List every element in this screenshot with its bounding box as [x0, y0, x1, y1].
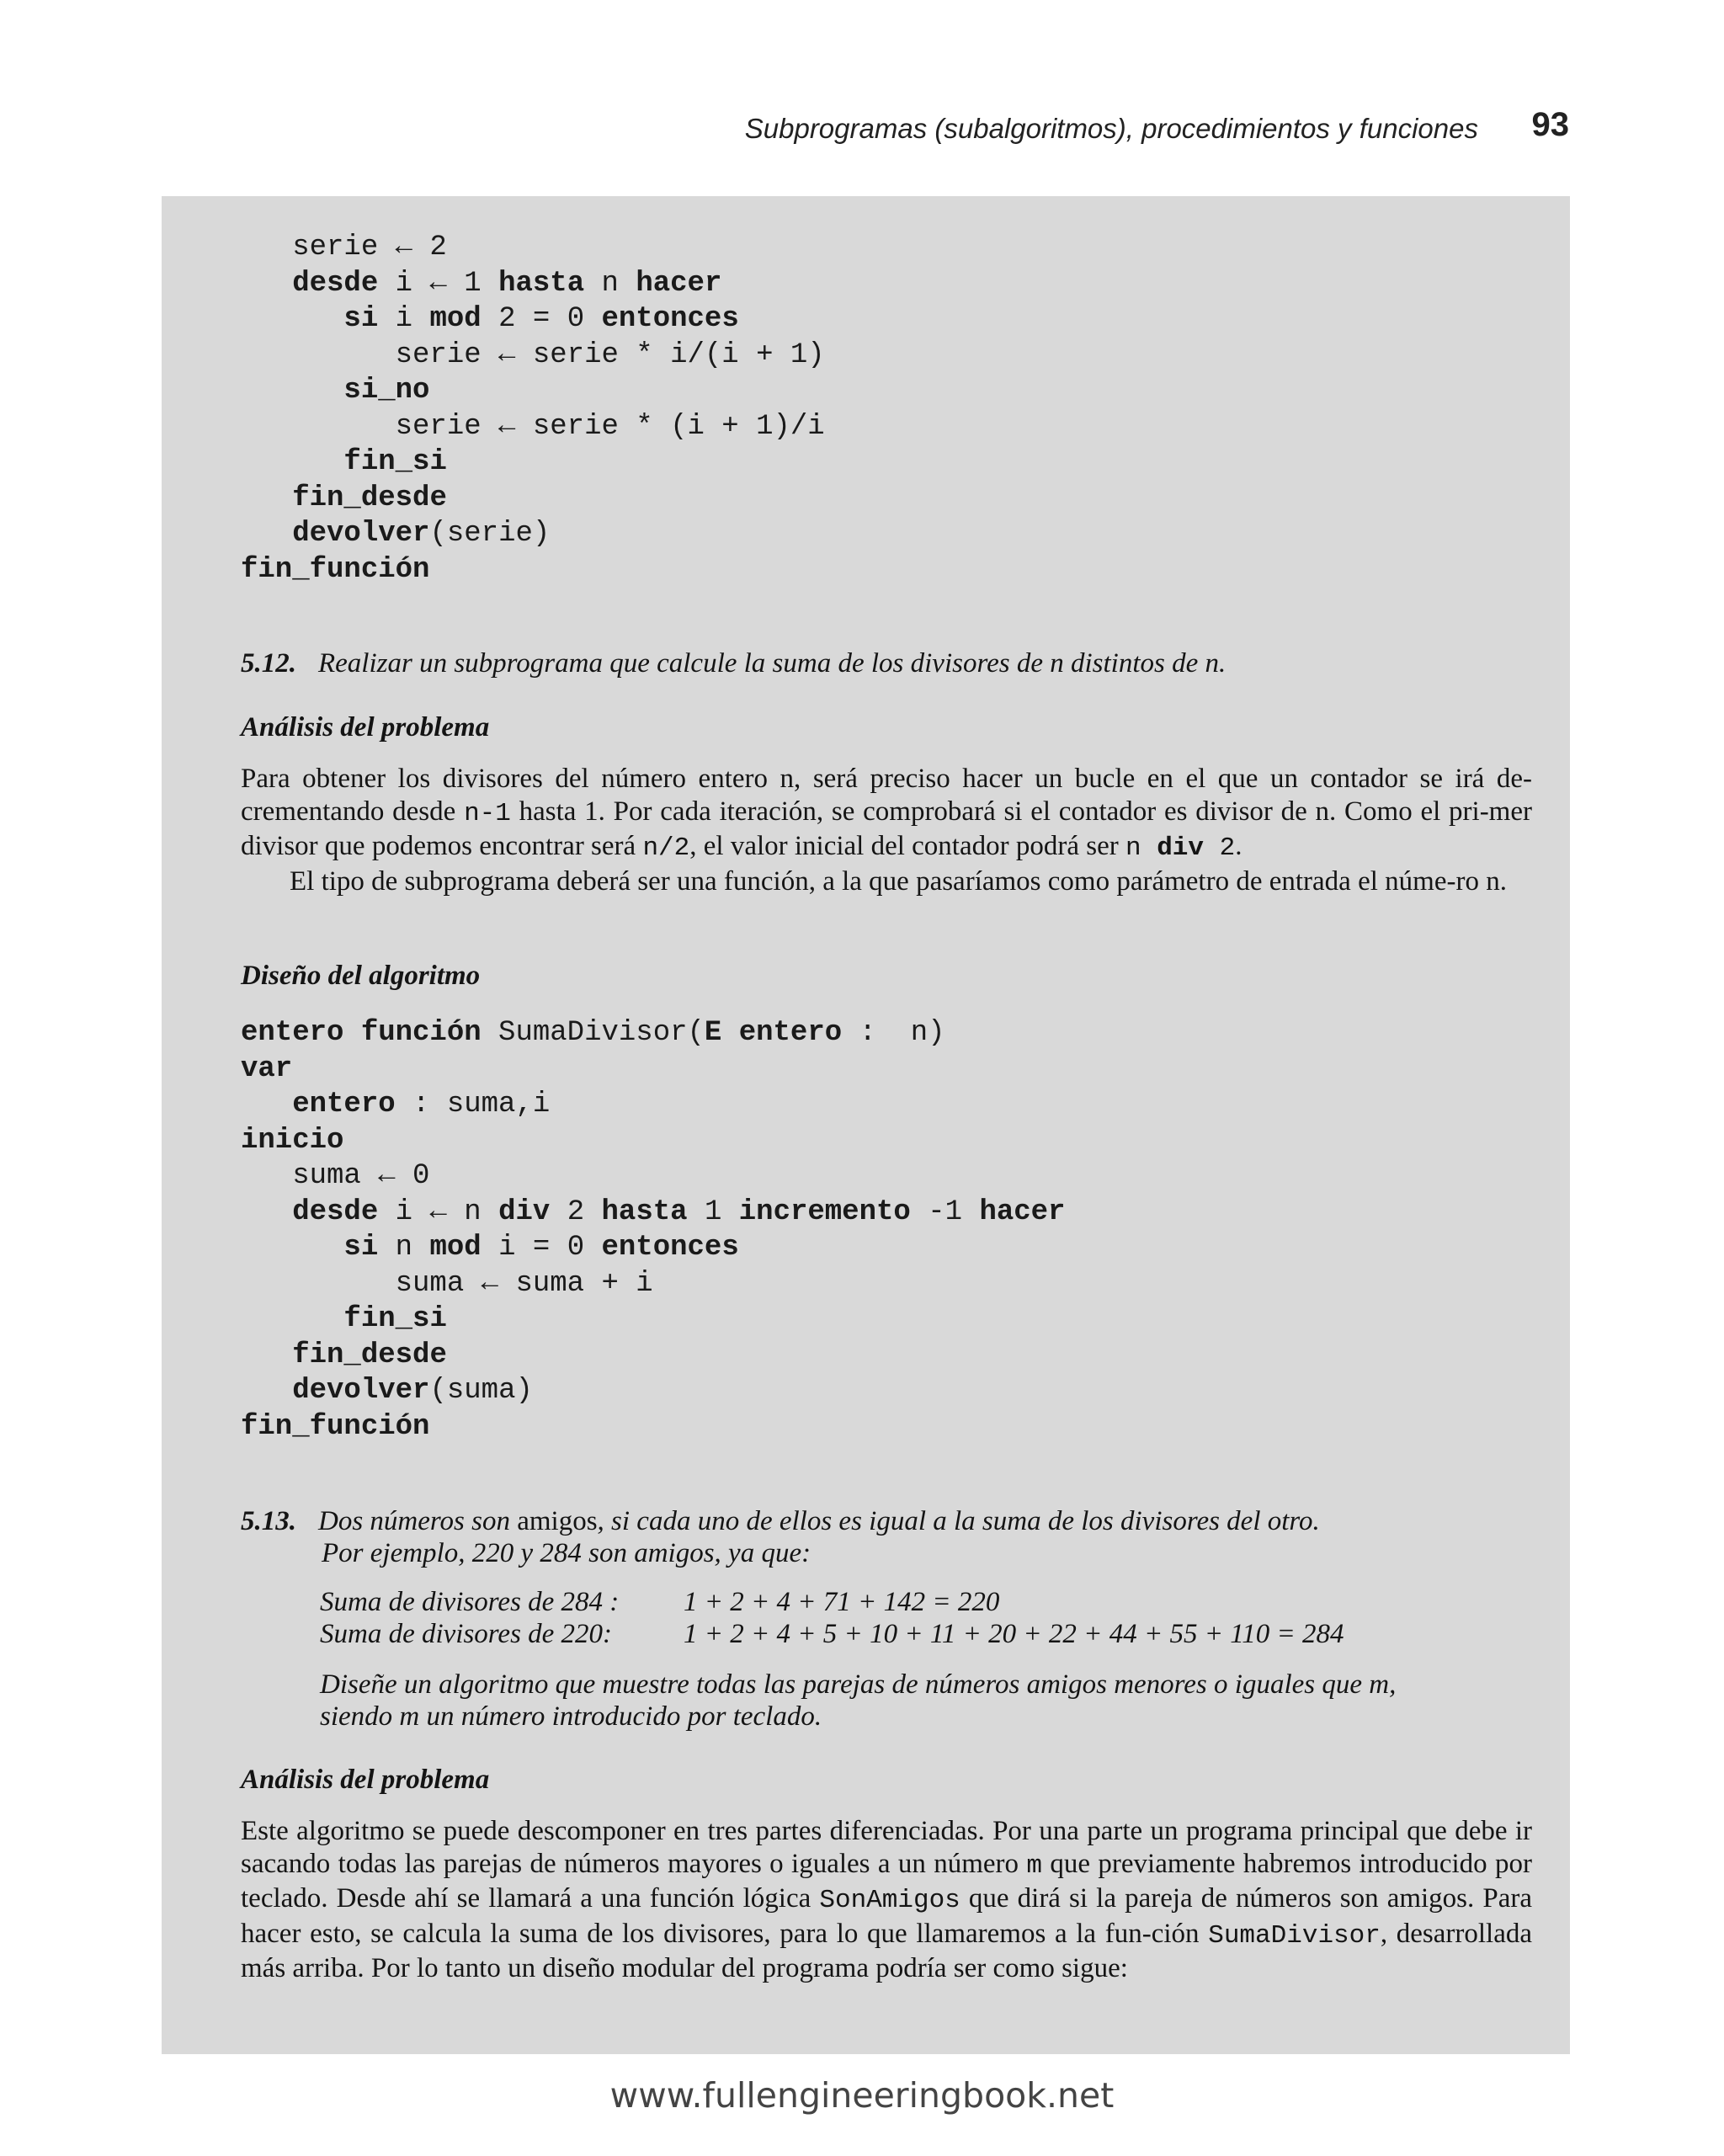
problem-5-12	[241, 647, 1226, 679]
section-heading-analysis: Análisis del problema	[241, 712, 490, 743]
code-line: fin_desde	[292, 1339, 447, 1371]
code-line: desde i ← n div 2 hasta 1 incremento -1 hacer	[292, 1195, 1066, 1228]
example-220: Suma de divisores de 220: 1 + 2 + 4 + 5 + 10 + 11 + 20 + 22 + 44 + 55 + 110 = 284	[320, 1619, 1344, 1649]
code-line: devolver(serie)	[292, 518, 551, 550]
code-line: serie ← serie * i/(i + 1)	[241, 338, 825, 371]
page-number: 93	[1531, 106, 1569, 143]
code-line: si n mod i = 0 entonces	[343, 1232, 739, 1264]
code-line: var	[241, 1052, 293, 1085]
problem-number: 5.13.	[241, 1506, 296, 1536]
term-amigos: amigos	[517, 1506, 598, 1536]
running-title: Subprogramas (subalgoritmos), procedimientos y funciones	[744, 113, 1478, 144]
code-line: suma ← suma + i	[241, 1267, 653, 1300]
problem-5-13-line2: Por ejemplo, 220 y 284 son amigos, ya que:	[322, 1538, 811, 1568]
section-heading-design: Diseño del algoritmo	[241, 961, 481, 991]
code-line: suma ← 0	[241, 1160, 430, 1192]
problem-statement: Realizar un subprograma que calcule la suma de los divisores de n distintos de n.	[318, 648, 1226, 679]
code-line: fin_desde	[292, 482, 447, 514]
paragraph-2: El tipo de subprograma deberá ser una función, a la que pasaríamos como parámetro de entrada el núme-ro n.	[290, 865, 1507, 897]
code-line: fin_función	[241, 1410, 430, 1443]
footer-url: www.fullengineeringbook.net	[609, 2075, 1115, 2116]
paragraph-1: Para obtener los divisores del número entero n, será preciso hacer un bucle en el que un contador se irá de-crementando desde n-1 hasta 1. Por cada iteración, se comprobará si el contador es divisor de n. Como el pri-mer divisor que podemos encontrar será n/2, el valor inicial del contador podrá ser n div 2.	[241, 764, 1532, 863]
problem-5-13: 5.13. Dos números son amigos, si cada uno de ellos es igual a la suma de los divisores del otro.	[241, 1506, 1320, 1536]
code-block-sumadivisor	[241, 1015, 1065, 1445]
analysis-paragraph-2: Este algoritmo se puede descomponer en tres partes diferenciadas. Por una parte un programa principal que debe ir sacando todas las parejas de números mayores o iguales a un número m que previamente habremos introducido por teclado. Desde ahí se llamará a una función lógica SonAmigos que dirá si la pareja de números son amigos. Para hacer esto, se calcula la suma de los divisores, para lo que llamaremos a la fun-ción SumaDivisor, desarrollada más arriba. Por lo tanto un diseño modular del programa podría ser como sigue:	[241, 1816, 1533, 1983]
task-line-2: siendo m un número introducido por teclado.	[320, 1701, 822, 1732]
code-line: si_no	[343, 375, 430, 407]
code-line: fin_si	[343, 1303, 447, 1335]
code-line: devolver(suma)	[292, 1375, 533, 1407]
code-line: fin_función	[241, 553, 430, 586]
code-line: desde i ← 1 hasta n hacer	[292, 267, 722, 300]
problem-number: 5.12.	[241, 648, 296, 679]
analysis-paragraph	[241, 763, 1532, 897]
page-header	[0, 106, 1724, 148]
code-line: entero función SumaDivisor(E entero : n)	[241, 1017, 945, 1049]
task-line-1: Diseñe un algoritmo que muestre todas las parejas de números amigos menores o iguales que m,	[320, 1669, 1397, 1700]
code-block-serie	[241, 230, 825, 588]
code-line: inicio	[241, 1124, 344, 1157]
code-line: serie ← serie * (i + 1)/i	[241, 410, 825, 443]
code-line: si i mod 2 = 0 entonces	[343, 303, 739, 335]
code-line: entero : suma,i	[292, 1089, 551, 1121]
example-284: Suma de divisores de 284 : 1 + 2 + 4 + 71 + 142 = 220	[320, 1587, 1000, 1617]
code-line: serie ← 2	[241, 232, 447, 264]
section-heading-analysis-2: Análisis del problema	[241, 1765, 490, 1795]
code-line: fin_si	[343, 446, 447, 478]
